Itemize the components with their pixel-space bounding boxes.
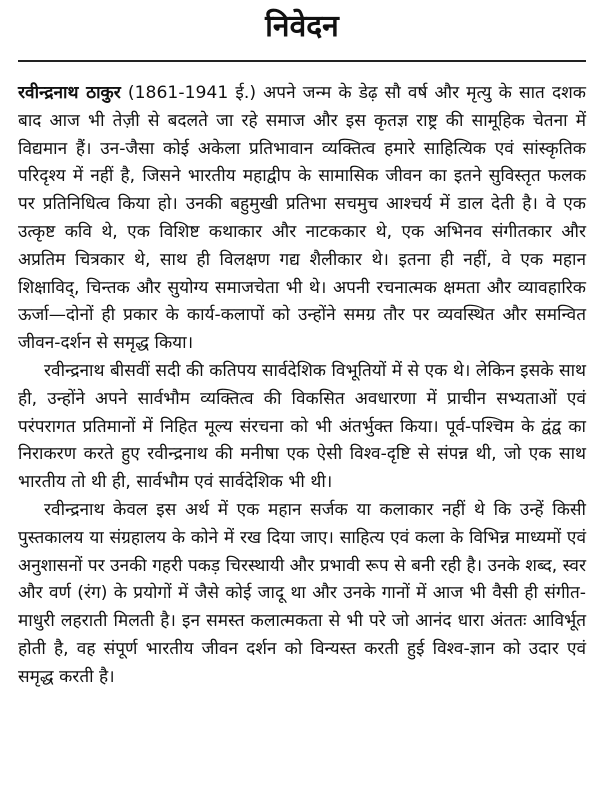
- page-title: निवेदन: [265, 9, 339, 44]
- paragraph-1: [18, 80, 586, 358]
- paragraph-3: रवीन्द्रनाथ केवल इस अर्थ में एक महान सर्जक या कलाकार नहीं थे कि उन्हें किसी पुस्तकालय या संग्रहालय के कोने में रख दिया जाए। साहित्य एवं कला के विभिन्न माध्यमों एवं अनुशासनों पर उनकी गहरी पकड़ चिरस्थायी और प्रभावी रूप से बनी रही है। उनके शब्द, स्वर और वर्ण (रंग) के प्रयोगों में जैसे कोई जादू था और उनके गानों में आज भी वैसी ही संगीत-माधुरी लहराती मिलती है। इन समस्त कलात्मकता से भी परे जो आनंद धारा अंततः आविर्भूत होती है, वह संपूर्ण भारतीय जीवन दर्शन को विन्यस्त करती हुई विश्व-ज्ञान को उदार एवं समृद्ध करती है।: [18, 499, 586, 687]
- document-body: [18, 80, 586, 692]
- lead-name: रवीन्द्रनाथ ठाकुर: [18, 83, 121, 103]
- paragraph-2: रवीन्द्रनाथ बीसवीं सदी की कतिपय सार्वदेशिक विभूतियों में से एक थे। लेकिन इसके साथ ही, उन्होंने अपने सार्वभौम व्यक्तित्व की विकसित अवधारणा में प्राचीन सभ्यताओं एवं परंपरागत प्रतिमानों में निहित मूल्य संरचना को भी अंतर्भुक्त किया। पूर्व-पश्चिम के द्वंद्व का निराकरण करते हुए रवीन्द्रनाथ की मनीषा एक ऐसी विश्व-दृष्टि से संपन्न थी, जो एक साथ भारतीय तो थी ही, सार्वभौम एवं सार्वदेशिक भी थी।: [18, 360, 586, 493]
- title-divider: [18, 60, 586, 62]
- paragraph-1-text: (1861-1941 ई.) अपने जन्म के डेढ़ सौ वर्ष और मृत्यु के सात दशक बाद आज भी तेज़ी से बदलते जा रहे समाज और इस कृतज्ञ राष्ट्र की सामूहिक चेतना में विद्यमान हैं। उन-जैसा कोई अकेला प्रतिभावान व्यक्तित्व हमारे साहित्यिक एवं सांस्कृतिक परिदृश्य में नहीं है, जिसने भारतीय महाद्वीप के सामासिक जीवन का इतने सुविस्तृत फलक पर प्रतिनिधित्व किया हो। उनकी बहुमुखी प्रतिभा सचमुच आश्चर्य में डाल देती है। वे एक उत्कृष्ट कवि थे, एक विशिष्ट कथाकार और नाटककार थे, एक अभिनव संगीतकार और अप्रतिम चित्रकार थे, साथ ही विलक्षण गद्य शैलीकार थे। इतना ही नहीं, वे एक महान शिक्षाविद्, चिन्तक और सुयोग्य समाजचेता भी थे। अपनी रचनात्मक क्षमता और व्यावहारिक ऊर्जा—दोनों ही प्रकार के कार्य-कलापों को उन्होंने समग्र तौर पर व्यवस्थित और समन्वित जीवन-दर्शन से समृद्ध किया।: [18, 83, 586, 354]
